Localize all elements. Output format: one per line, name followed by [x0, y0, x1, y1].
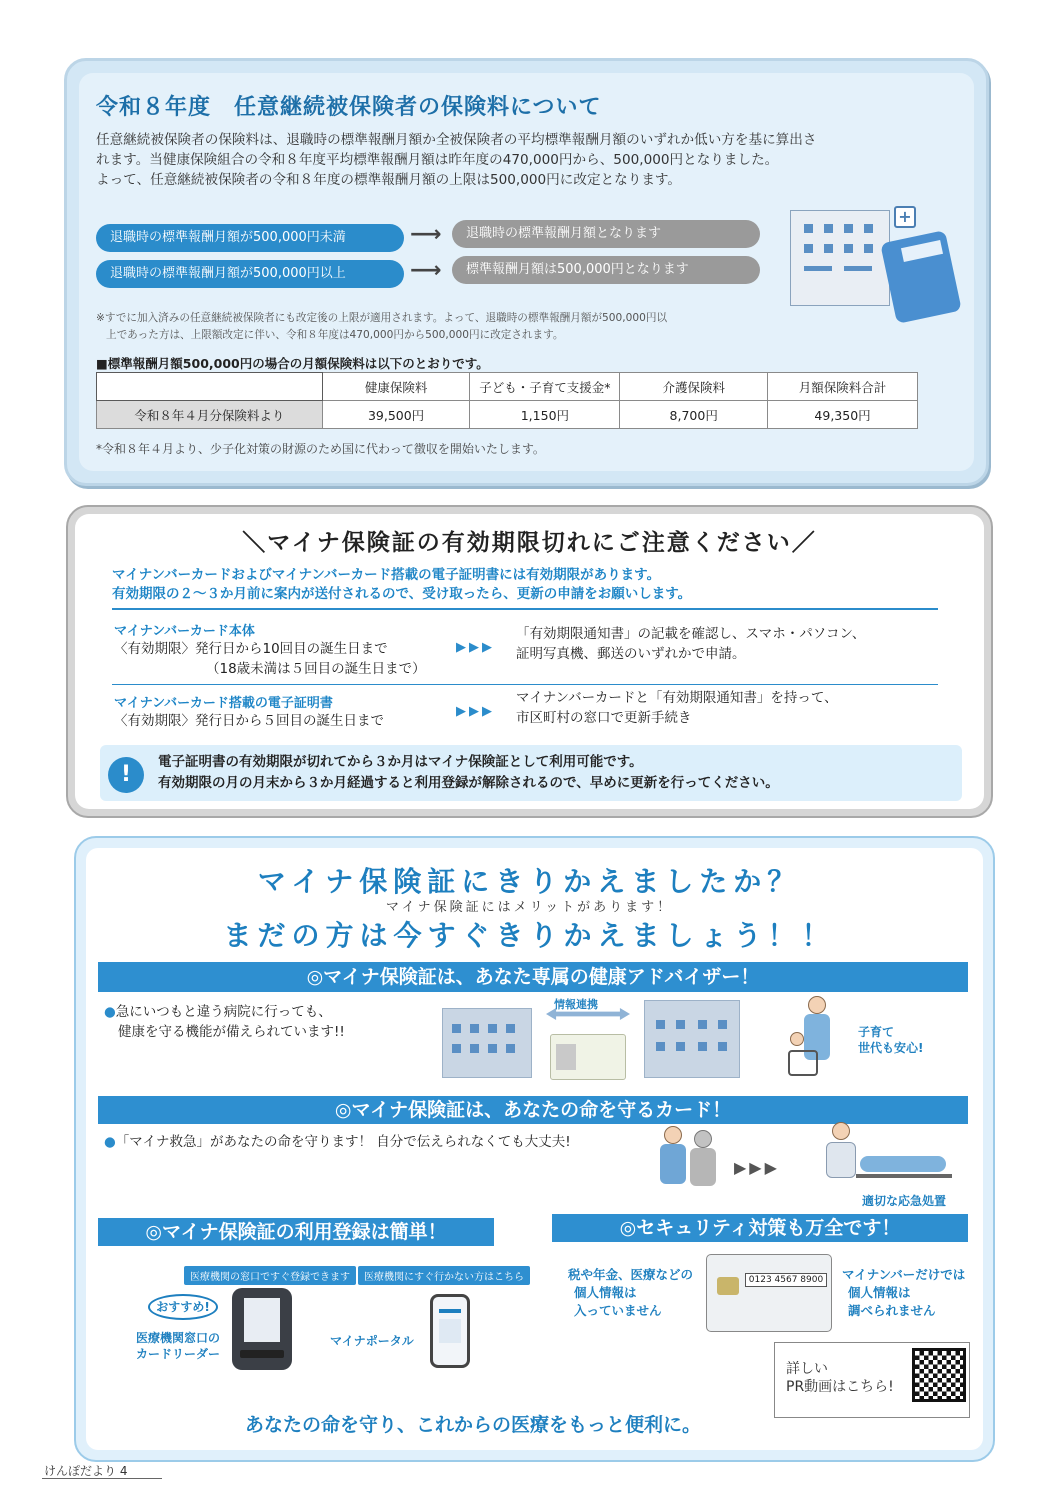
arrow-icon: ▶▶▶ [456, 640, 495, 655]
patient-illustration [656, 1126, 722, 1208]
rule-condition-above: 退職時の標準報酬月額が500,000円以上 [96, 260, 404, 288]
expiry-item-cert-action: マイナンバーカードと「有効期限通知書」を持って、 市区町村の窓口で更新手続き [516, 690, 838, 726]
building-calculator-illustration: + [790, 210, 960, 320]
arrow-icon: ▶▶▶ [734, 1158, 780, 1177]
exclamation-icon: ! [108, 757, 144, 793]
rule-result-below: 退職時の標準報酬月額となります [452, 220, 760, 248]
header-child: 子ども・子育て支援金* [470, 373, 620, 401]
right-arrow-icon: ⟶ [410, 258, 442, 283]
right-arrow-icon: ⟶ [410, 222, 442, 247]
row-label: 令和８年４月分保険料より [97, 401, 323, 429]
fee-table [96, 372, 918, 429]
ambulance-care-illustration [804, 1118, 954, 1196]
arrow-icon: ▶▶▶ [456, 704, 495, 719]
card-reader-icon [232, 1288, 292, 1370]
info-link-label: 情報連携 [554, 998, 598, 1011]
pr-video-text: 詳しい PR動画はこちら! [786, 1361, 894, 1395]
rule-condition-below: 退職時の標準報酬月額が500,000円未満 [96, 224, 404, 252]
divider [112, 684, 938, 685]
security-left-text: 税や年金、医療などの 個人情報は 入っていません [568, 1267, 694, 1318]
emergency-label: 適切な応急処置 [862, 1194, 947, 1208]
section2-title: ＼マイナ保険証の有効期限切れにご注意ください／ [242, 530, 817, 556]
band-register: ◎マイナ保険証の利用登録は簡単！ [98, 1218, 494, 1246]
header-total: 月額保険料合計 [768, 373, 918, 401]
fee-table-caption: ■標準報酬月額500,000円の場合の月額保険料は以下のとおりです。 [96, 356, 489, 371]
bullet-icon: ● [104, 1004, 116, 1020]
header-care: 介護保険料 [620, 373, 768, 401]
rule-result-above: 標準報酬月額は500,000円となります [452, 256, 760, 284]
section1-title: 令和８年度 任意継続被保険者の保険料について [96, 95, 602, 120]
section3-title: マイナ保険証にきりかえましたか？ [257, 865, 802, 898]
header-health: 健康保険料 [322, 373, 470, 401]
cell-care: 8,700円 [620, 401, 768, 429]
family-label: 子育て 世代も安心! [858, 1025, 924, 1055]
cell-health: 39,500円 [322, 401, 470, 429]
expiry-item-cert: マイナンバーカード搭載の電子証明書 〈有効期限〉発行日から５回目の誕生日まで [114, 696, 384, 729]
security-right-text: マイナンバーだけでは 個人情報は 調べられません [842, 1267, 966, 1318]
alert-text: 電子証明書の有効期限が切れてから３か月はマイナ保険証として利用可能です。 有効期限の月の月末から３か月経過すると利用登録が解除されるので、早めに更新を行ってください。 [158, 754, 779, 791]
band-advisor: ◎マイナ保険証は、あなた専属の健康アドバイザー！ [98, 962, 968, 992]
closing-message: あなたの命を守り、これからの医療をもっと便利に。 [244, 1414, 701, 1436]
footer-rule [42, 1478, 162, 1479]
section1-body: 任意継続被保険者の保険料は、退職時の標準報酬月額か全被保険者の平均標準報酬月額のいずれか低い方を基に算出さ れます。当健康保険組合の令和８年度平均標準報酬月額は昨年度の470,000円から、500,000円となりました。 よって、任意継続被保険者の令和８年度の標準報酬月額の上限は500,000円に改定となります。 [96, 132, 817, 188]
expiry-item-card: マイナンバーカード本体 〈有効期限〉発行日から10回目の誕生日まで （18歳未満は５回目の誕生日まで） [114, 624, 426, 677]
life-text: ●「マイナ救急」があなたの命を守ります！ 自分で伝えられなくても大丈夫! [104, 1134, 571, 1150]
smartphone-icon [430, 1294, 470, 1368]
cell-total: 49,350円 [768, 401, 918, 429]
expiry-item-card-action: 「有効期限通知書」の記載を確認し、スマホ・パソコン、 証明写真機、郵送のいずれかで申請。 [516, 626, 866, 662]
register-tag-clinic: 医療機関の窓口ですぐ登録できます [184, 1266, 356, 1285]
band-security: ◎セキュリティ対策も万全です！ [552, 1214, 968, 1242]
register-tag-portal: 医療機関にすぐ行かない方はこちら [358, 1266, 530, 1285]
section3-call-to-action: まだの方は今すぐきりかえましょう！！ [223, 919, 836, 952]
section1-footnote: *令和８年４月より、少子化対策の財源のため国に代わって徴収を開始いたします。 [96, 442, 545, 456]
section3-subtitle: マイナ保険証にはメリットがあります！ [385, 900, 674, 915]
band-life: ◎マイナ保険証は、あなたの命を守るカード！ [98, 1096, 968, 1124]
bullet-icon: ● [104, 1134, 116, 1150]
recommend-badge: おすすめ! [148, 1294, 218, 1320]
family-illustration [786, 996, 846, 1084]
cell-child: 1,150円 [470, 401, 620, 429]
qr-code-icon[interactable] [912, 1348, 966, 1402]
info-link-illustration [440, 994, 760, 1086]
portal-label: マイナポータル [330, 1334, 414, 1348]
page-footer: けんぽだより 4 [44, 1464, 128, 1478]
my-number-card-icon [706, 1254, 832, 1332]
advisor-text: ●急にいつもと違う病院に行っても、 健康を守る機能が備えられています!! [104, 1004, 345, 1040]
divider [112, 608, 938, 610]
card-reader-label: 医療機関窓口の カードリーダー [136, 1331, 221, 1361]
card-number: 0123 4567 8900 [745, 1273, 827, 1287]
section1-note: ※すでに加入済みの任意継続被保険者にも改定後の上限が適用されます。よって、退職時の標準報酬月額が500,000円以 上であった方は、上限額改定に伴い、令和８年度は470,000円から500,000円に改定されます。 [96, 312, 668, 341]
section2-intro: マイナンバーカードおよびマイナンバーカード搭載の電子証明書には有効期限があります。 有効期限の２～３か月前に案内が送付されるので、受け取ったら、更新の申請をお願いします。 [112, 567, 692, 602]
